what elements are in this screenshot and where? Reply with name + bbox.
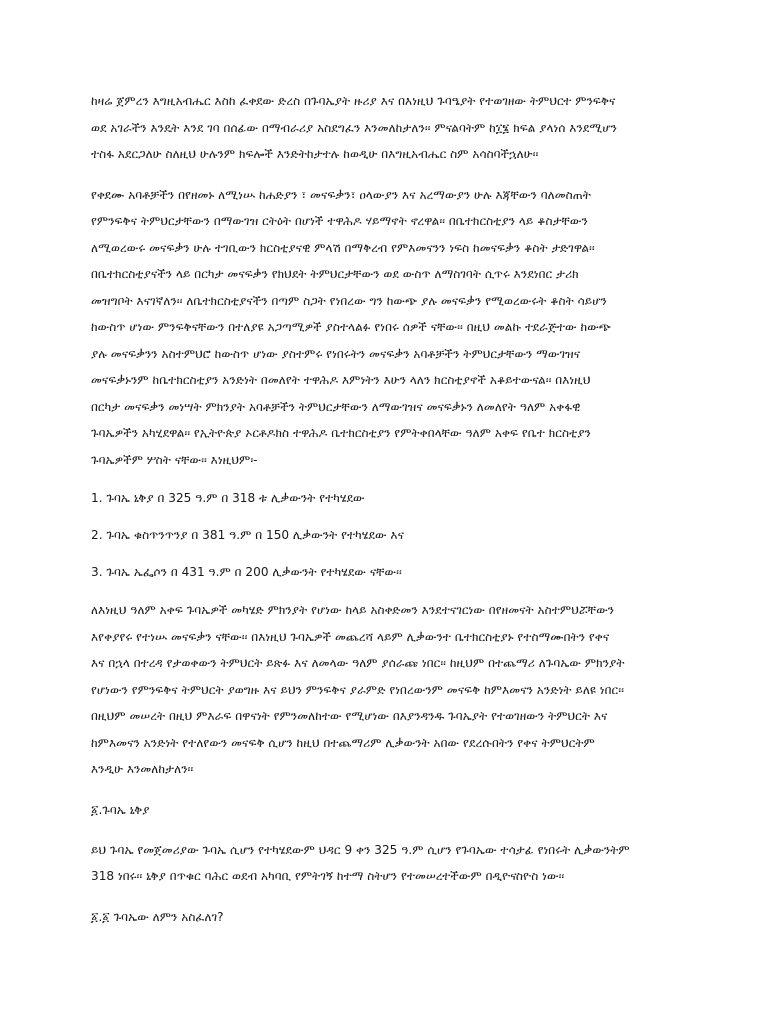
text-line: መዝግቦት እናገኛለን፡፡ ለቤተክርስቲያናችን በጣም ስጋት የነበረው ግን ከውጭ ያሉ መናፍቃን የሚወረውሩት ቆስት ሳይሆን: [91, 293, 607, 308]
text-line: ከውስጥ ሆነው ምንፍቅናቸውን በተለያዩ አጋጣሚዎች ያስተላልፉ የነበሩ ሰዎች ናቸው፡፡ በዚህ መልኩ ተደራጅተው ከውጭ: [91, 320, 611, 334]
text-line: የቀደሙ አባቶቻችን በየዘመኑ ለሚነሡ ከሐድያን ፣ መናፍቃን፣ ዐላውያን እና አረማውያን ሁሉ እጃቸውን ባለመስጠት: [91, 187, 591, 202]
text-line: እና በኋላ በተረዳ የታወቀውን ትምህርት ይጽፉ እና ለመላው ዓለም ያሰራጩ ነበር፡፡ ከዚህም በተጨማሪ ለጉባኤው ምክንያት: [91, 656, 625, 670]
council-list-item: 2. ጉባኤ ቁስጥንጥንያ በ 381 ዓ.ም በ 150 ሊቃውንት የተካሄደው እና: [91, 528, 404, 542]
text-line: በቤተክርስቲያናችን ላይ በርካታ መናፍቃን የክህደት ትምህርታቸውን ወደ ውስጥ ለማስገባት ሲጥሩ እንደነበር ታሪክ: [91, 267, 579, 281]
text-line: የሆነውን የምንፍቅና ትምህርት ያወግዙ እና ይህን ምንፍቅና ያራምድ የነበረውንም መናፍቅ ከምእመናን አንድነት ይለዩ ነበር፡፡: [91, 682, 624, 697]
council-list-item: 3. ጉባኤ ኤፌሶን በ 431 ዓ.ም በ 200 ሊቃውንት የተካሄደው ናቸው፡፡: [91, 565, 402, 579]
text-line: ጉባኤዎችን አካሂደዋል፡፡ የኢትዮጵያ ኦርቶዶክስ ተዋሕዶ ቤተክርስቲያን የምትቀበላቸው ዓለም አቀፍ የቤተ ክርስቲያን: [91, 426, 591, 440]
text-line: የምንፍቅና ትምህርታቸውን በማውገዝ ርትዕት በሆነች ተዋሕዶ ሃይማኖት ኖረዋል፡፡ በቤተክርስቲያን ላይ ቆስታቸውን: [91, 214, 588, 228]
subsection-heading: ፩.፩ ጉባኤው ለምን አስፈለገ?: [91, 909, 224, 924]
text-line: ጉባኤዎችም ሦስት ናቸው፡፡ እነዚህም፡-: [91, 452, 258, 467]
text-line: መናፍቃኑንም ከቤተክርስቲያን አንድነት በመለየት ተዋሕዶ እምነትን እሁን ላለን ክርስቲያኖች አቆይተውናል፡፡ በእነዚህ: [91, 373, 591, 387]
reason-paragraph: [91, 597, 711, 783]
text-line: እንዲሁ እንመለከታለን፡፡: [91, 762, 194, 776]
section-heading: ፩.ጉባኤ ኒቅያ: [91, 802, 150, 817]
intro-paragraph: [91, 88, 711, 168]
text-line: ተስፋ አደርጋለሁ ስለዚህ ሁሉንም ክፍሎች እንድትከታተሉ ከወዲሁ በእግዚአብሔር ስም አሳስባችኋለሁ፡፡: [91, 147, 539, 161]
text-line: ከዛሬ ጀምረን እግዚአብሔር እስከ ፈቀደው ድረስ በጉባኤያት ዙሪያ እና በእነዚህ ጉባዔያት የተወገዘው ትምህርተ ምንፍቅና: [91, 94, 616, 108]
document-page: [91, 88, 711, 942]
nicaea-paragraph: [91, 837, 711, 890]
text-line: ወደ አገራችን እንዴት እንደ ገባ በሰፊው በማብራሪያ አስደግፈን እንመለከታለን፡፡ ምናልባትም ከ፲፮ ክፍል ያላነሰ እንደሚሆን: [91, 120, 617, 135]
history-paragraph: [91, 182, 711, 474]
text-line: ያሉ መናፍቃንን አስተምህሮ ከውስጥ ሆነው ያስተምሩ የነበሩትን መናፍቃን አባቶቻችን ትምህርታቸውን ማውገዝና: [91, 346, 581, 361]
text-line: በዚህም መሠረት በዚህ ምእራፍ በዋናነት የምንመለከተው የሚሆነው በእያንዳንዱ ጉባኤያት የተወገዘውን ትምህርት እና: [91, 709, 608, 723]
text-line: ለእነዚህ ዓለም አቀፍ ጉባኤዎች መካሄድ ምክንያት የሆነው ከላይ አስቀድመን እንደተናገርነው በየዘመናት አስተምህሯቸውን: [91, 603, 615, 617]
text-line: በርካታ መናፍቃን መነሣት ምክንያት አባቶቻችን ትምህርታቸውን ለማውገዝና መናፍቃኑን ለመለየት ዓለም አቀፋዊ: [91, 399, 581, 414]
text-line: 318 ነበሩ፡፡ ኒቅያ በጥቁር ባሕር ወደብ አካባቢ የምትገኝ ከተማ ስትሆን የተመሠረተችውም በዲዮናስዮስ ነው፡፡: [91, 869, 565, 883]
text-line: ለሚወረውሩ መናፍቃን ሁሉ ተገቢውን ክርስቲያናዊ ምላሽ በማቅረብ የምእመናንን ነፍስ ከመናፍቃን ቆስት ታድገዋል፡፡: [91, 240, 595, 255]
text-line: ከምእመናን አንድነት የተለየውን መናፍቅ ሲሆን ከዚህ በተጨማሪም ሊቃውንት አበው የደረሱበትን የቀና ትምህርትም: [91, 735, 595, 750]
council-list-item: 1. ጉባኤ ኒቅያ በ 325 ዓ.ም በ 318 ቱ ሊቃውንት የተካሄደው: [91, 491, 365, 505]
text-line: እየቀያየሩ የተነሡ መናፍቃን ናቸው፡፡ በእነዚህ ጉባኤዎች መጨረሻ ላይም ሊቃውንተ ቤተክርስቲያኑ የተስማሙበትን የቀና: [91, 629, 610, 644]
text-line: ይህ ጉባኤ የመጀመሪያው ጉባኤ ሲሆን የተካሄደውም ህዳር 9 ቀን 325 ዓ.ም ሲሆን የጉባኤው ተሳታፊ የነበሩት ሊቃውንትም: [91, 842, 630, 857]
